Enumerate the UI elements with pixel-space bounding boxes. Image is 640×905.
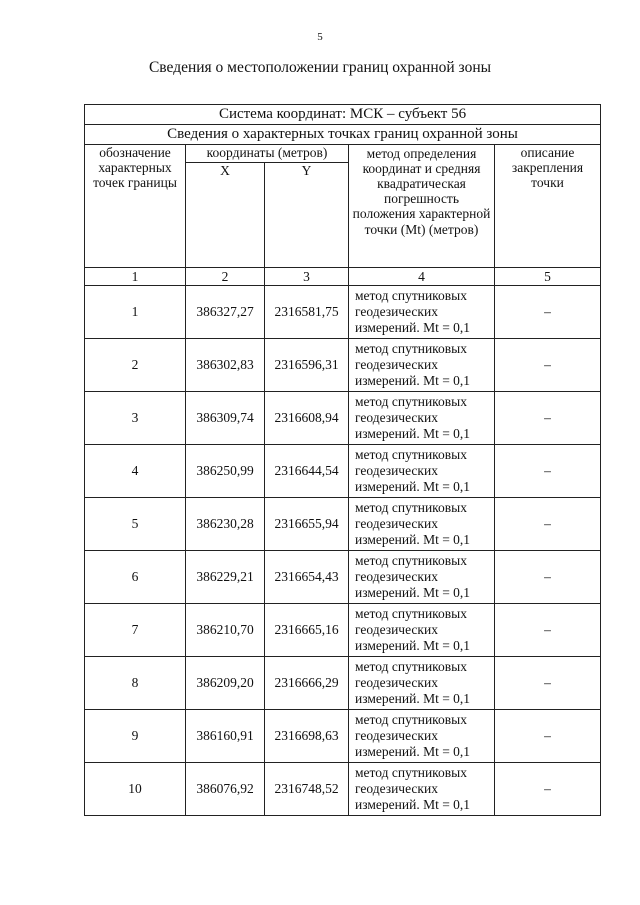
- point-number-cell: 5: [85, 498, 186, 551]
- method-cell: метод спутниковых геодезических измерений. Mt = 0,1: [349, 445, 495, 498]
- table-row: [85, 498, 601, 551]
- y-coordinate-cell: 2316748,52: [265, 763, 349, 816]
- document-title: Сведения о местоположении границ охранной зоны: [148, 59, 492, 76]
- y-coordinate-cell: 2316644,54: [265, 445, 349, 498]
- column-number: 3: [265, 268, 349, 286]
- description-cell: –: [495, 710, 601, 763]
- table-body: [85, 286, 601, 816]
- x-coordinate-cell: 386076,92: [186, 763, 265, 816]
- point-number-cell: 6: [85, 551, 186, 604]
- method-cell: метод спутниковых геодезических измерений. Mt = 0,1: [349, 551, 495, 604]
- method-cell: метод спутниковых геодезических измерений. Mt = 0,1: [349, 657, 495, 710]
- table-row: [85, 392, 601, 445]
- y-coordinate-cell: 2316608,94: [265, 392, 349, 445]
- description-cell: –: [495, 498, 601, 551]
- y-coordinate-cell: 2316655,94: [265, 498, 349, 551]
- x-coordinate-cell: 386302,83: [186, 339, 265, 392]
- x-coordinate-cell: 386209,20: [186, 657, 265, 710]
- point-number-cell: 10: [85, 763, 186, 816]
- table-row: [85, 551, 601, 604]
- designation-header: обозначение характерных точек границы: [85, 145, 186, 268]
- table-row: [85, 763, 601, 816]
- y-coordinate-cell: 2316596,31: [265, 339, 349, 392]
- method-cell: метод спутниковых геодезических измерений. Mt = 0,1: [349, 339, 495, 392]
- point-number-cell: 8: [85, 657, 186, 710]
- method-cell: метод спутниковых геодезических измерений. Mt = 0,1: [349, 710, 495, 763]
- description-cell: –: [495, 445, 601, 498]
- column-number: 2: [186, 268, 265, 286]
- x-coordinate-cell: 386250,99: [186, 445, 265, 498]
- table-subtitle: Сведения о характерных точках границ охранной зоны: [85, 125, 601, 145]
- boundary-points-table: [84, 104, 601, 816]
- table-row: [85, 339, 601, 392]
- method-cell: метод спутниковых геодезических измерений. Mt = 0,1: [349, 392, 495, 445]
- x-coordinate-cell: 386210,70: [186, 604, 265, 657]
- y-header: Y: [265, 163, 349, 268]
- x-coordinate-cell: 386327,27: [186, 286, 265, 339]
- point-number-cell: 1: [85, 286, 186, 339]
- y-coordinate-cell: 2316581,75: [265, 286, 349, 339]
- description-header: описание закрепления точки: [495, 145, 601, 268]
- table-row: [85, 445, 601, 498]
- method-cell: метод спутниковых геодезических измерений. Mt = 0,1: [349, 286, 495, 339]
- description-cell: –: [495, 392, 601, 445]
- table-row: [85, 657, 601, 710]
- description-cell: –: [495, 763, 601, 816]
- table-row: [85, 604, 601, 657]
- point-number-cell: 4: [85, 445, 186, 498]
- description-cell: –: [495, 604, 601, 657]
- description-cell: –: [495, 339, 601, 392]
- y-coordinate-cell: 2316698,63: [265, 710, 349, 763]
- coordinates-header: координаты (метров): [186, 145, 349, 163]
- method-cell: метод спутниковых геодезических измерений. Mt = 0,1: [349, 498, 495, 551]
- column-number: 5: [495, 268, 601, 286]
- point-number-cell: 7: [85, 604, 186, 657]
- x-coordinate-cell: 386230,28: [186, 498, 265, 551]
- method-header: метод определения координат и средняя квадратическая погрешность положения характерной точки (Mt) (метров): [349, 145, 495, 268]
- method-cell: метод спутниковых геодезических измерений. Mt = 0,1: [349, 763, 495, 816]
- description-cell: –: [495, 551, 601, 604]
- page-number: 5: [317, 31, 323, 43]
- table-row: [85, 286, 601, 339]
- x-coordinate-cell: 386160,91: [186, 710, 265, 763]
- y-coordinate-cell: 2316654,43: [265, 551, 349, 604]
- point-number-cell: 2: [85, 339, 186, 392]
- description-cell: –: [495, 286, 601, 339]
- x-header: X: [186, 163, 265, 268]
- coordinate-system-header: Система координат: МСК – субъект 56: [85, 105, 601, 125]
- method-cell: метод спутниковых геодезических измерений. Mt = 0,1: [349, 604, 495, 657]
- description-cell: –: [495, 657, 601, 710]
- x-coordinate-cell: 386309,74: [186, 392, 265, 445]
- point-number-cell: 9: [85, 710, 186, 763]
- y-coordinate-cell: 2316666,29: [265, 657, 349, 710]
- column-number: 4: [349, 268, 495, 286]
- column-number: 1: [85, 268, 186, 286]
- y-coordinate-cell: 2316665,16: [265, 604, 349, 657]
- x-coordinate-cell: 386229,21: [186, 551, 265, 604]
- point-number-cell: 3: [85, 392, 186, 445]
- table-row: [85, 710, 601, 763]
